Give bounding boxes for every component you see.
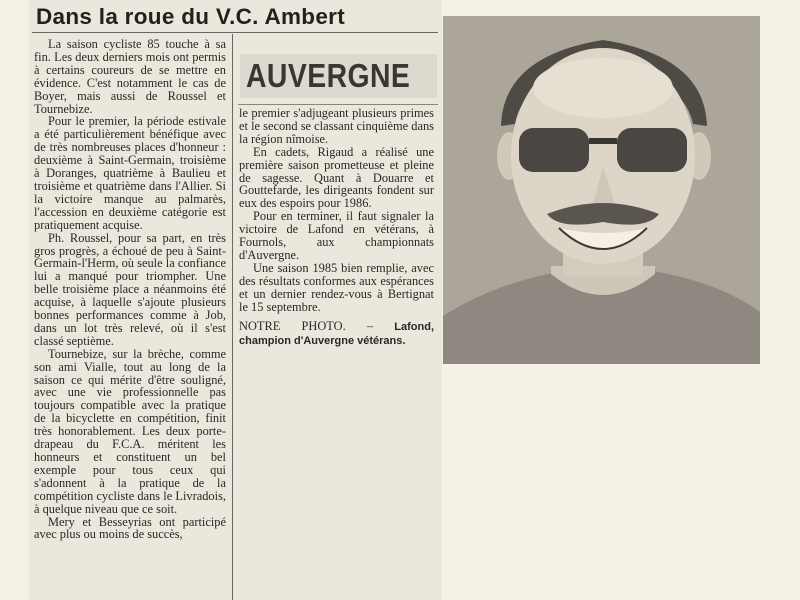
paragraph: le premier s'adjugeant plusieurs primes et le second se classant cinquième dans la région nîmoise. [239, 106, 434, 146]
caption-lead: NOTRE PHOTO. – [239, 318, 374, 333]
paragraph: Ph. Roussel, pour sa part, en très gros progrès, a échoué de peu à Saint-Germain-l'Herm, où seule la confiance lui a manqué pour triompher. Une belle troisième place a néanmoins été acquise, à laquelle s'ajoute plusieurs bonnes performances comme à Job, dans un lot très relevé, où il s'est classé septième. [34, 230, 226, 348]
masthead-rule [238, 104, 438, 105]
photo-caption [239, 320, 434, 348]
paragraph: Pour en terminer, il faut signaler la victoire de Lafond en vétérans, à Fournols, aux championnats d'Auvergne. [239, 209, 434, 262]
portrait-photo [443, 16, 760, 364]
masthead-text: AUVERGNE [246, 57, 411, 94]
caption-text: Lafond, champion d'Auvergne vétérans. [239, 320, 434, 347]
paragraph: Une saison 1985 bien remplie, avec des résultats conformes aux espérances et un dernier rendez-vous à Bertignat le 15 septembre. [239, 260, 434, 314]
portrait-illustration [443, 16, 760, 364]
headline-rule [32, 32, 438, 33]
article-column-2 [239, 107, 434, 348]
paragraph: La saison cycliste 85 touche à sa fin. Les deux derniers mois ont permis à certains coureurs de se mettre en évidence. C'est notamment le cas de Boyer, mais aussi de Roussel et Tournebize. [34, 37, 226, 116]
article-headline: Dans la roue du V.C. Ambert [36, 4, 346, 29]
column-rule [232, 34, 233, 600]
masthead-fragment [240, 54, 437, 98]
paragraph: Mery et Besseyrias ont participé avec plus ou moins de succès, [34, 514, 226, 542]
article-column-1 [34, 38, 226, 541]
paragraph: En cadets, Rigaud a réalisé une première saison prometteuse et pleine de sagesse. Quant à Douarre et Gouttefarde, les dirigeants fondent sur eux des espoirs pour 1986. [239, 144, 434, 211]
paragraph: Tournebize, sur la brèche, comme son ami Vialle, tout au long de la saison ce qui mérite d'être souligné, avec une vie professionnelle pas toujours compatible avec la pratique de la bicyclette en compétition, finit très honorablement. Les deux porte-drapeau du F.C.A. méritent les honneurs et constituent un bel exemple pour tous ceux qui s'adonnent à la pratique de la compétition cycliste dans le Livradois, à quelque niveau que ce soit. [34, 346, 226, 516]
paragraph: Pour le premier, la période estivale a été particulièrement bénéfique avec de très nombreuses places d'honneur : deuxième à Saint-Germain, troisième à Doranges, quatrième à Baulieu et troisième et quatrième dans l'Allier. Si la victoire manque au palmarès, l'accession en deuxième catégorie est pratiquement acquise. [34, 114, 226, 232]
